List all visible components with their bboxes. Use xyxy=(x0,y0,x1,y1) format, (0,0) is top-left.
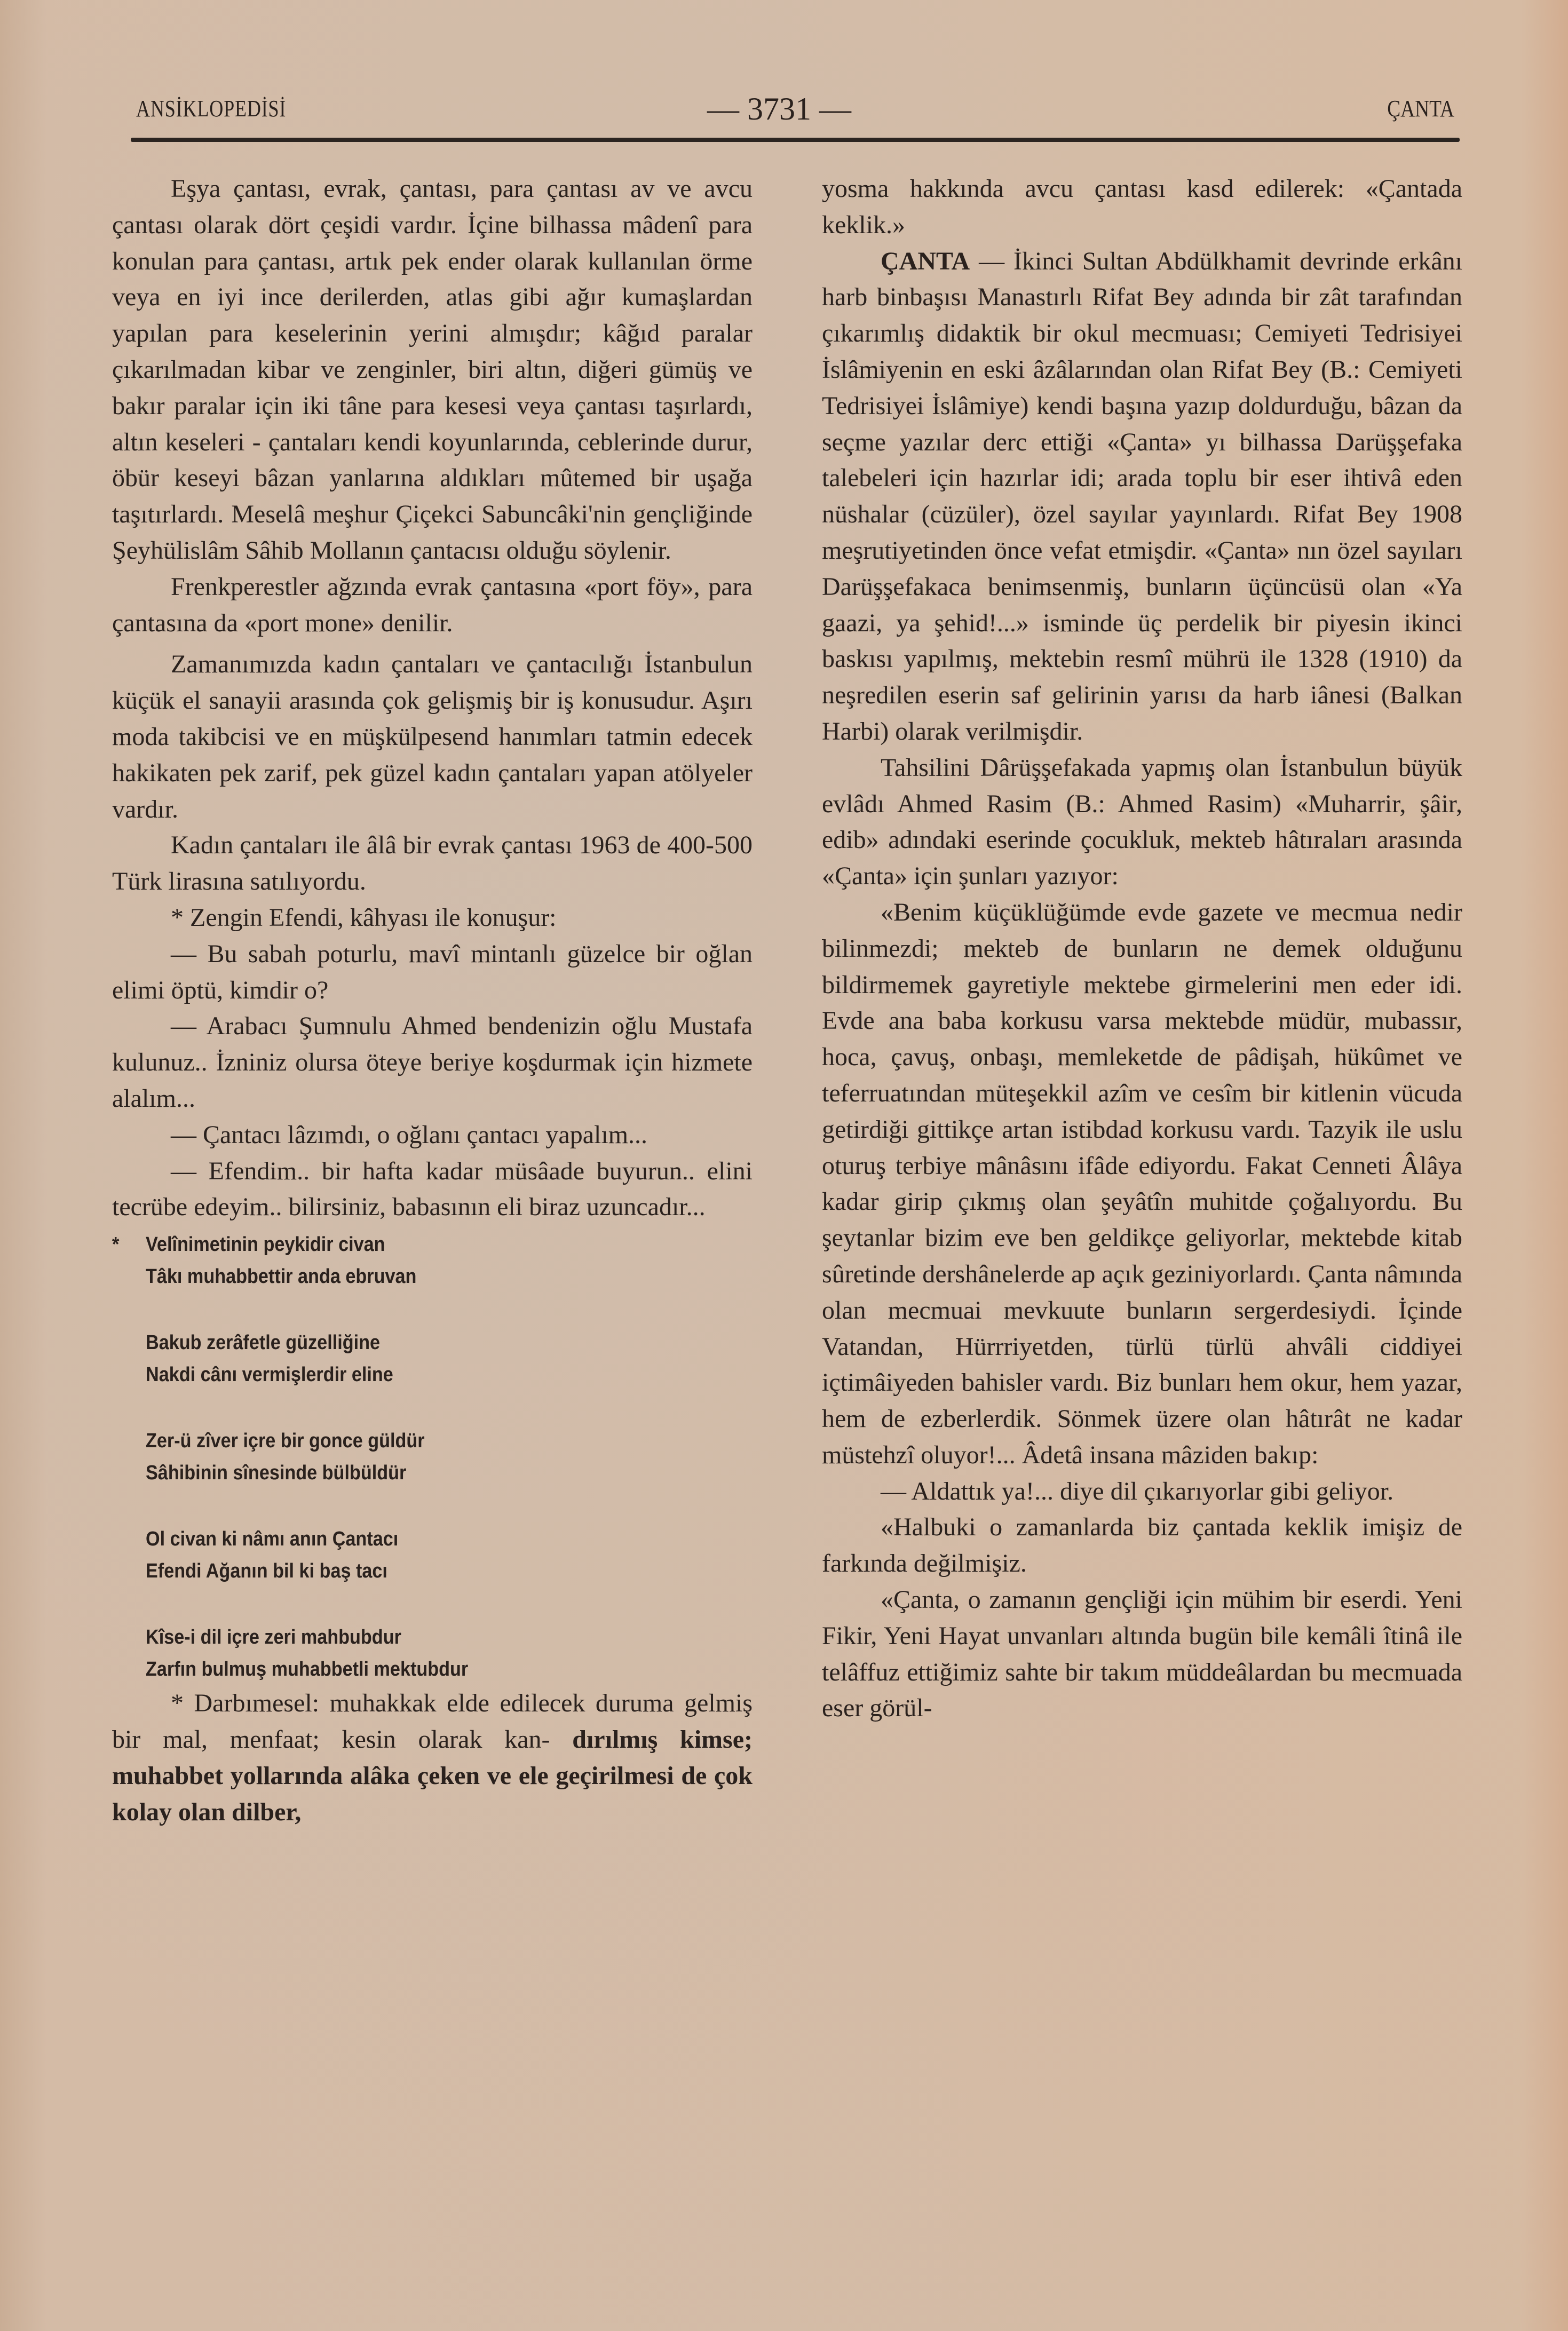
dialogue-line: — Çantacı lâzımdı, o oğlanı çantacı yapalım... xyxy=(171,1120,648,1149)
page-number: — 3731 — xyxy=(707,91,851,126)
verse-line: Zarfın bulmuş muhabbetli mektubdur xyxy=(146,1658,469,1681)
verse-line: Zer-ü zîver içre bir gonce güldür xyxy=(146,1430,425,1453)
paragraph-bag-types: Eşya çantası, evrak, çantası, para çantası av ve avcu çantası olarak dört çeşidi vardır. İçine bilhassa mâdenî para konulan para çantası, artık pek ender olarak kullanılan örme veya en iyi ince derilerden, atlas gibi ağır kumaşlardan yapılan para keselerinin yerini almışdır; kâğıd paralar çıkarılmadan kibar ve zenginler, biri altın, diğeri gümüş ve bakır paralar için iki tâne para kesesi veya çantası taşırlardı, altın keseleri - çantaları kendi koyunlarında, ceblerinde durur, öbür keseyi bâzan yanlarına aldıkları mûtemed bir uşağa taşıtırlardı. Meselâ meşhur Çiçekci Sabuncâki'nin gençliğinde Şeyhülislâm Sâhib Mollanın çantacısı olduğu söylenir. xyxy=(112,175,753,565)
verse-block xyxy=(112,1228,753,1685)
verse-stanza xyxy=(112,1327,753,1391)
paragraph-modern-bags: Zamanımızda kadın çantaları ve çantacılığı İstanbulun küçük el sanayii arasında çok gelişmiş bir iş konusudur. Aşırı moda takibcisi ve en müşkülpesend hanımları tatmin edecek hakikaten pek zarif, pek güzel kadın çantaları yapan atölyeler vardır. xyxy=(112,650,753,823)
entry-canta-magazine xyxy=(822,243,1462,750)
verse-line: * Velînimetinin peykidir civan xyxy=(112,1228,688,1260)
quote-paragraph: «Benim küçüklüğümde evde gazete ve mecmua nedir bilinmezdi; mekteb de bunların ne demek olduğunu bildirmemek gayretiyle mektebe girmelerini men eder idi. Evde ana baba korkusu varsa mektebde müdür, mubassır, hoca, çavuş, onbaşı, memleketde de pâdişah, hükûmet ve teferruatından müteşekkil azîm ve cesîm bir kitlenin vücuda getirdiği gittikçe artan istibdad korkusu vardı. Tazyik ile uslu oturuş terbiye mânâsını ifâde ediyordu. Fakat Cenneti Âlâya kadar girip çıkmış olan şeyâtîn muhitde çoğalıyordu. Bu şeytanlar bizim eve ben geldikçe geliyorlar, mektebde kitab sûretinde dershânelerde ap açık geziniyorlardı. Çanta nâmında olan mecmuai mevkuute bunların sergerdesiydi. İçinde Vatandan, Hürrriyetden, türlü türlü ahvâli ciddiyei içtimâiyeden bahisler vardı. Biz bunları hem okur, hem yazar, hem de ezberlerdik. Sönmek üzere olan hâtırât ne kadar müstehzî oluyor!... Âdetâ insana mâziden bakıp: xyxy=(822,898,1462,1469)
verse-stanza xyxy=(112,1228,753,1293)
paragraph-anecdote-intro: * Zengin Efendi, kâhyası ile konuşur: xyxy=(171,903,557,932)
quote-paragraph: «Çanta, o zamanın gençliği için mühim bir eserdi. Yeni Fikir, Yeni Hayat unvanları altında bugün bile kemâli îtinâ ile telâffuz ettiğimiz sahte bir takım müddeâlardan bu mecmuada eser görül- xyxy=(822,1585,1462,1723)
footnote-darbimesel: * Darbımesel: muhakkak elde edilecek duruma gelmiş bir mal, menfaat; kesin olarak kan- dırılmış kimse; muhabbet yollarında alâka çeken ve ele geçirilmesi de çok kolay olan dilber, xyxy=(112,1689,753,1826)
verse-stanza xyxy=(112,1621,753,1685)
left-column xyxy=(112,171,753,1830)
verse-line: Nakdi cânı vermişlerdir eline xyxy=(146,1363,393,1386)
header-entry-keyword: ÇANTA xyxy=(1387,96,1454,122)
verse-stanza xyxy=(112,1425,753,1489)
header-rule xyxy=(131,138,1460,142)
paragraph-ahmed-rasim: Tahsilini Dârüşşefakada yapmış olan İstanbulun büyük evlâdı Ahmed Rasim (B.: Ahmed Rasim) «Muharrir, şâir, edib» adındaki eserinde çocukluk, mekteb hâtıraları arasında «Çanta» için şunları yazıyor: xyxy=(822,753,1462,891)
paragraph-portfoy: Frenkperestler ağzında evrak çantasına «port föy», para çantasına da «port mone» denilir. xyxy=(112,572,753,637)
verse-line: Ol civan ki nâmı anın Çantacı xyxy=(146,1528,399,1551)
verse-line: Efendi Ağanın bil ki baş tacı xyxy=(146,1560,387,1583)
dialogue-line: — Bu sabah poturlu, mavî mintanlı güzelce bir oğlan elimi öptü, kimdir o? xyxy=(112,939,753,1004)
dialogue-line: — Arabacı Şumnulu Ahmed bendenizin oğlu Mustafa kulunuz.. İzniniz olursa öteye beriye koşdurmak için hizmete alalım... xyxy=(112,1012,753,1113)
running-header xyxy=(131,91,1460,144)
verse-stanza xyxy=(112,1523,753,1587)
verse-line: Sâhibinin sînesinde bülbüldür xyxy=(146,1462,407,1485)
dialogue-line: — Efendim.. bir hafta kadar müsâade buyurun.. elini tecrübe edeyim.. bilirsiniz, babasının eli biraz uzuncadır... xyxy=(112,1156,753,1222)
verse-line: Tâkı muhabbettir anda ebruvan xyxy=(146,1265,417,1288)
quote-paragraph: — Aldattık ya!... diye dil çıkarıyorlar gibi geliyor. xyxy=(881,1477,1394,1505)
continuation-paragraph: yosma hakkında avcu çantası kasd edilerek: «Çantada keklik.» xyxy=(822,175,1462,239)
entry-headword: ÇANTA xyxy=(881,247,970,275)
header-encyclopedia-title: ANSİKLOPEDİSİ xyxy=(136,96,287,122)
verse-line: Bakub zerâfetle güzelliğine xyxy=(146,1331,381,1354)
verse-line: Kîse-i dil içre zeri mahbubdur xyxy=(146,1626,401,1649)
entry-body: — İkinci Sultan Abdülkhamit devrinde erkânı harb binbaşısı Manastırlı Rifat Bey adında bir zât tarafından çıkarımlış didaktik bir okul mecmuası; Cemiyeti Tedrisiyei İslâmiyenin en eski âzâlarından olan Rifat Bey (B.: Cemiyeti Tedrisiyei İslâmiye) kendi başına yazıp doldurduğu, bâzan da seçme yazılar derc ettiği «Çanta» yı bilhassa Darüşşefaka talebeleri için hazırlar idi; arada toplu bir eser ihtivâ eden nüshalar (cüzüler), özel sayılar yayınlardı. Rifat Bey 1908 meşrutiyetinden önce vefat etmişdir. «Çanta» nın özel sayıları Darüşşefakaca benimsenmiş, bunların üçüncüsü olan «Ya gaazi, ya şehid!...» isminde üç perdelik bir piyesin ikinci baskısı yapılmış, mektebin resmî mührü ile 1328 (1910) da neşredilen eserin saf gelirinin yarısı da harb iânesi (Balkan Harbi) olarak verilmişdir. xyxy=(822,247,1462,746)
quote-paragraph: «Halbuki o zamanlarda biz çantada keklik imişiz de farkında değilmişiz. xyxy=(822,1513,1462,1578)
right-column xyxy=(822,171,1462,1726)
paragraph-prices: Kadın çantaları ile âlâ bir evrak çantası 1963 de 400-500 Türk lirasına satılıyordu. xyxy=(112,831,753,896)
footnote-marker: * xyxy=(112,1233,120,1256)
